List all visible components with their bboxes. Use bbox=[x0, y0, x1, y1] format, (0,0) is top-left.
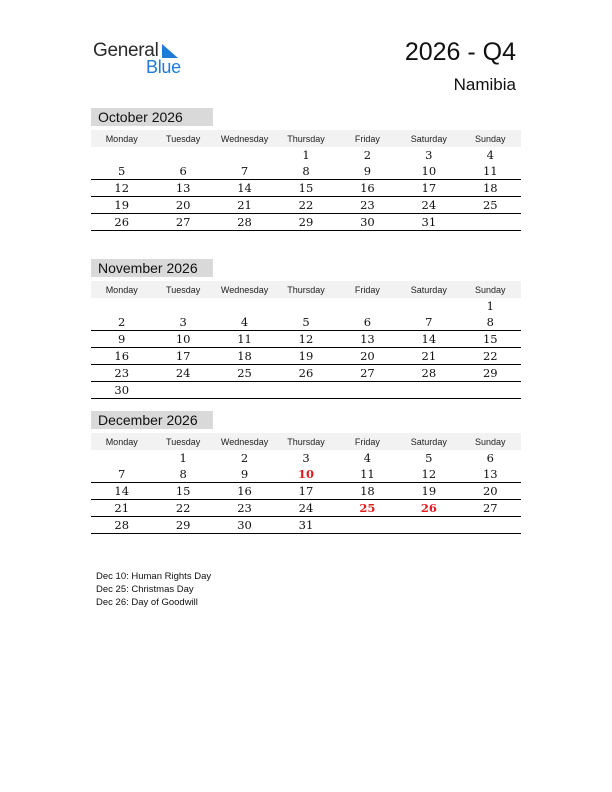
month-label: November 2026 bbox=[91, 259, 213, 277]
day-cell: 22 bbox=[460, 348, 521, 365]
weekday-header: Sunday bbox=[460, 130, 521, 147]
day-cell: 18 bbox=[460, 180, 521, 197]
day-cell bbox=[460, 214, 521, 231]
month-november bbox=[91, 259, 521, 399]
day-cell: 25 bbox=[214, 365, 275, 382]
day-cell: 20 bbox=[460, 483, 521, 500]
week-row bbox=[91, 517, 521, 534]
weekday-header: Wednesday bbox=[214, 433, 275, 450]
day-cell: 30 bbox=[214, 517, 275, 534]
day-cell bbox=[91, 450, 152, 466]
week-row bbox=[91, 483, 521, 500]
holiday-note: Dec 10: Human Rights Day bbox=[96, 571, 212, 582]
calendar-grid bbox=[91, 433, 521, 534]
day-cell: 26 bbox=[275, 365, 336, 382]
logo-triangle-icon bbox=[162, 44, 178, 58]
day-cell: 16 bbox=[337, 180, 398, 197]
day-cell: 23 bbox=[214, 500, 275, 517]
day-cell: 22 bbox=[152, 500, 213, 517]
day-cell: 2 bbox=[363, 148, 372, 162]
day-cell: 28 bbox=[91, 517, 152, 534]
day-cell bbox=[214, 298, 275, 314]
day-cell: 20 bbox=[337, 348, 398, 365]
day-cell: 5 bbox=[91, 163, 152, 180]
day-cell: 13 bbox=[152, 180, 213, 197]
day-cell bbox=[275, 382, 336, 399]
day-cell: 16 bbox=[91, 348, 152, 365]
day-cell: 21 bbox=[398, 348, 459, 365]
day-cell: 21 bbox=[91, 500, 152, 517]
month-october bbox=[91, 108, 521, 231]
day-cell: 19 bbox=[275, 348, 336, 365]
day-cell: 8 bbox=[152, 466, 213, 483]
day-cell bbox=[398, 517, 459, 534]
day-cell bbox=[214, 382, 275, 399]
day-cell: 3 bbox=[302, 451, 310, 465]
day-cell: 5 bbox=[275, 314, 336, 331]
day-cell: 12 bbox=[398, 466, 459, 483]
day-cell: 6 bbox=[486, 451, 494, 465]
day-cell bbox=[152, 147, 213, 163]
day-cell: 20 bbox=[152, 197, 213, 214]
logo-general-text: General bbox=[93, 40, 159, 61]
day-cell: 7 bbox=[214, 163, 275, 180]
day-cell: 27 bbox=[337, 365, 398, 382]
day-cell: 30 bbox=[337, 214, 398, 231]
holiday-day-cell: 26 bbox=[398, 500, 459, 517]
weekday-header: Sunday bbox=[460, 281, 521, 298]
weekday-header-row bbox=[91, 130, 521, 147]
week-row bbox=[91, 466, 521, 483]
month-label: October 2026 bbox=[91, 108, 213, 126]
day-cell: 18 bbox=[337, 483, 398, 500]
day-cell: 3 bbox=[425, 148, 433, 162]
day-cell: 16 bbox=[214, 483, 275, 500]
week-row bbox=[91, 147, 521, 163]
week-row bbox=[91, 314, 521, 331]
weekday-header: Saturday bbox=[398, 281, 459, 298]
day-cell: 17 bbox=[152, 348, 213, 365]
day-cell bbox=[91, 147, 152, 163]
day-cell: 29 bbox=[275, 214, 336, 231]
week-row bbox=[91, 180, 521, 197]
weekday-header-row bbox=[91, 433, 521, 450]
day-cell: 2 bbox=[240, 451, 249, 465]
day-cell: 29 bbox=[460, 365, 521, 382]
day-cell: 1 bbox=[179, 451, 187, 465]
weekday-header: Monday bbox=[91, 130, 152, 147]
day-cell bbox=[214, 147, 275, 163]
day-cell bbox=[337, 298, 398, 314]
day-cell: 24 bbox=[152, 365, 213, 382]
day-cell: 7 bbox=[398, 314, 459, 331]
weekday-header: Saturday bbox=[398, 433, 459, 450]
day-cell: 4 bbox=[486, 148, 494, 162]
day-cell: 1 bbox=[302, 148, 310, 162]
week-row bbox=[91, 500, 521, 517]
day-cell: 24 bbox=[275, 500, 336, 517]
weekday-header-row bbox=[91, 281, 521, 298]
month-december bbox=[91, 411, 521, 534]
day-cell: 18 bbox=[214, 348, 275, 365]
day-cell: 1 bbox=[486, 299, 494, 313]
holiday-note: Dec 25: Christmas Day bbox=[96, 584, 194, 595]
calendar-grid bbox=[91, 130, 521, 231]
day-cell: 6 bbox=[337, 314, 398, 331]
day-cell: 30 bbox=[91, 382, 152, 399]
day-cell: 4 bbox=[363, 451, 372, 465]
day-cell: 23 bbox=[91, 365, 152, 382]
weekday-header: Friday bbox=[337, 281, 398, 298]
day-cell: 26 bbox=[91, 214, 152, 231]
day-cell: 10 bbox=[152, 331, 213, 348]
weekday-header: Saturday bbox=[398, 130, 459, 147]
day-cell: 7 bbox=[91, 466, 152, 483]
country-name: Namibia bbox=[453, 75, 516, 94]
day-cell bbox=[91, 298, 152, 314]
week-row bbox=[91, 163, 521, 180]
day-cell: 15 bbox=[152, 483, 213, 500]
day-cell: 31 bbox=[398, 214, 459, 231]
day-cell bbox=[275, 298, 336, 314]
weekday-header: Wednesday bbox=[214, 281, 275, 298]
holiday-day-cell: 10 bbox=[275, 466, 336, 483]
day-cell: 5 bbox=[425, 451, 433, 465]
day-cell: 11 bbox=[460, 163, 521, 180]
weekday-header: Thursday bbox=[275, 281, 336, 298]
page-title: 2026 - Q4 bbox=[404, 38, 516, 66]
day-cell: 9 bbox=[214, 466, 275, 483]
day-cell: 17 bbox=[398, 180, 459, 197]
week-row bbox=[91, 348, 521, 365]
week-row bbox=[91, 450, 521, 466]
weekday-header: Friday bbox=[337, 130, 398, 147]
day-cell: 12 bbox=[275, 331, 336, 348]
weekday-header: Thursday bbox=[275, 130, 336, 147]
day-cell bbox=[460, 382, 521, 399]
day-cell: 6 bbox=[152, 163, 213, 180]
weekday-header: Tuesday bbox=[152, 433, 213, 450]
weekday-header: Sunday bbox=[460, 433, 521, 450]
day-cell: 9 bbox=[91, 331, 152, 348]
holiday-day-cell: 25 bbox=[337, 500, 398, 517]
day-cell: 27 bbox=[460, 500, 521, 517]
day-cell: 2 bbox=[91, 314, 152, 331]
day-cell: 14 bbox=[91, 483, 152, 500]
day-cell: 8 bbox=[275, 163, 336, 180]
weekday-header: Tuesday bbox=[152, 281, 213, 298]
weekday-header: Wednesday bbox=[214, 130, 275, 147]
day-cell: 14 bbox=[214, 180, 275, 197]
day-cell: 11 bbox=[214, 331, 275, 348]
weekday-header: Monday bbox=[91, 433, 152, 450]
day-cell bbox=[337, 382, 398, 399]
day-cell: 12 bbox=[91, 180, 152, 197]
day-cell: 28 bbox=[398, 365, 459, 382]
week-row bbox=[91, 298, 521, 314]
day-cell bbox=[398, 382, 459, 399]
day-cell: 22 bbox=[275, 197, 336, 214]
day-cell: 13 bbox=[460, 466, 521, 483]
day-cell: 27 bbox=[152, 214, 213, 231]
weekday-header: Tuesday bbox=[152, 130, 213, 147]
day-cell: 13 bbox=[337, 331, 398, 348]
day-cell: 15 bbox=[460, 331, 521, 348]
holiday-notes bbox=[96, 570, 211, 609]
day-cell: 19 bbox=[398, 483, 459, 500]
week-row bbox=[91, 214, 521, 231]
day-cell bbox=[152, 382, 213, 399]
day-cell: 10 bbox=[398, 163, 459, 180]
day-cell bbox=[460, 517, 521, 534]
month-label: December 2026 bbox=[91, 411, 213, 429]
day-cell: 21 bbox=[214, 197, 275, 214]
day-cell: 28 bbox=[214, 214, 275, 231]
day-cell: 14 bbox=[398, 331, 459, 348]
day-cell: 19 bbox=[91, 197, 152, 214]
day-cell: 29 bbox=[152, 517, 213, 534]
day-cell: 25 bbox=[460, 197, 521, 214]
holiday-note: Dec 26: Day of Goodwill bbox=[96, 597, 198, 608]
day-cell: 8 bbox=[460, 314, 521, 331]
day-cell: 17 bbox=[275, 483, 336, 500]
day-cell bbox=[337, 517, 398, 534]
day-cell: 4 bbox=[214, 314, 275, 331]
day-cell: 15 bbox=[275, 180, 336, 197]
week-row bbox=[91, 197, 521, 214]
logo-blue-text: Blue bbox=[146, 57, 181, 77]
day-cell: 9 bbox=[337, 163, 398, 180]
logo bbox=[93, 40, 193, 80]
weekday-header: Monday bbox=[91, 281, 152, 298]
day-cell: 3 bbox=[152, 314, 213, 331]
day-cell: 24 bbox=[398, 197, 459, 214]
week-row bbox=[91, 365, 521, 382]
week-row bbox=[91, 331, 521, 348]
day-cell: 11 bbox=[337, 466, 398, 483]
day-cell bbox=[398, 298, 459, 314]
calendar-grid bbox=[91, 281, 521, 399]
day-cell: 31 bbox=[275, 517, 336, 534]
weekday-header: Friday bbox=[337, 433, 398, 450]
week-row bbox=[91, 382, 521, 399]
day-cell: 23 bbox=[337, 197, 398, 214]
day-cell bbox=[152, 298, 213, 314]
weekday-header: Thursday bbox=[275, 433, 336, 450]
